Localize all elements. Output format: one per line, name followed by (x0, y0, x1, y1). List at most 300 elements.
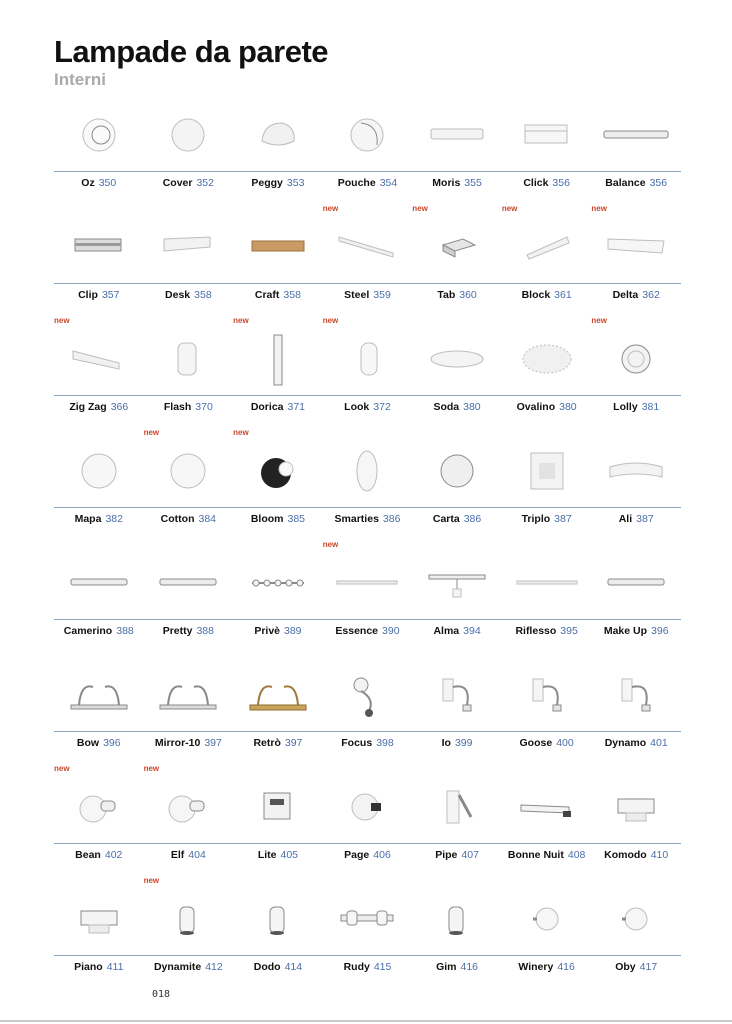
product-caption (144, 513, 234, 525)
product-item (144, 210, 234, 322)
product-item (591, 770, 681, 882)
globe-spot-lamp-icon (502, 888, 592, 950)
page-number: 018 (152, 989, 171, 1000)
product-caption (323, 177, 413, 189)
clip-lamp-icon (54, 216, 144, 278)
product-caption (591, 513, 681, 525)
product-name: Camerino (63, 625, 113, 637)
product-caption (54, 625, 144, 637)
product-name: Bow (76, 737, 100, 749)
product-caption (233, 177, 323, 189)
product-page-ref[interactable]: 356 (649, 177, 668, 189)
product-divider (233, 955, 323, 956)
product-divider (144, 507, 234, 508)
round-layered-lamp-icon (323, 104, 413, 166)
product-item (502, 322, 592, 434)
product-caption (412, 737, 502, 749)
product-item (412, 658, 502, 770)
product-page-ref[interactable]: 401 (650, 737, 668, 749)
product-grid (54, 98, 681, 994)
product-page-ref[interactable]: 394 (463, 625, 481, 637)
product-caption (502, 849, 592, 861)
new-badge: new (322, 540, 339, 549)
product-item (412, 434, 502, 546)
product-name: Dodo (253, 961, 281, 973)
product-divider (233, 171, 323, 172)
product-name: Dynamo (604, 737, 647, 749)
product-divider (233, 843, 323, 844)
product-page-ref[interactable]: 407 (461, 849, 479, 861)
product-item (144, 98, 234, 210)
product-divider (144, 843, 234, 844)
oval-glass-lamp-icon (502, 328, 592, 390)
ellipse-lamp-icon (323, 440, 413, 502)
product-item (54, 764, 144, 882)
product-name: Cotton (160, 513, 195, 525)
product-name: Essence (335, 625, 379, 637)
product-item (143, 764, 234, 882)
product-page-ref[interactable]: 358 (194, 289, 212, 301)
product-divider (233, 507, 323, 508)
globe-spot-lamp-icon (591, 888, 681, 950)
product-name: Craft (254, 289, 280, 301)
product-caption (412, 961, 502, 973)
round-plate-lamp-icon (323, 776, 413, 838)
picture-lamp-icon (412, 552, 502, 614)
product-caption (502, 625, 592, 637)
product-divider (502, 171, 592, 172)
product-caption (502, 289, 592, 301)
product-page-ref[interactable]: 389 (284, 625, 302, 637)
product-divider (412, 731, 502, 732)
product-divider (233, 283, 323, 284)
product-divider (233, 395, 323, 396)
product-page-ref[interactable]: 386 (463, 513, 482, 525)
product-caption (144, 401, 234, 413)
product-item (412, 546, 502, 658)
product-caption (54, 961, 144, 973)
product-divider (502, 955, 592, 956)
product-name: Pretty (162, 625, 193, 637)
product-name: Mirror-10 (154, 737, 201, 749)
product-page-ref[interactable]: 410 (650, 849, 669, 861)
product-caption (54, 737, 144, 749)
product-divider (502, 507, 592, 508)
product-divider (502, 395, 592, 396)
product-item (54, 434, 144, 546)
product-divider (323, 395, 413, 396)
product-item (143, 428, 234, 546)
product-page-ref[interactable]: 396 (651, 625, 669, 637)
product-caption (323, 625, 413, 637)
product-divider (323, 843, 413, 844)
product-page-ref[interactable]: 372 (373, 401, 391, 413)
product-page-ref[interactable]: 352 (196, 177, 214, 189)
new-badge: new (591, 204, 607, 213)
black-spot-lamp-icon (233, 440, 323, 502)
product-divider (323, 171, 413, 172)
product-page-ref[interactable]: 386 (382, 513, 401, 525)
product-divider (412, 955, 502, 956)
product-name: Tab (437, 289, 456, 301)
product-name: Page (344, 849, 370, 861)
product-divider (323, 731, 413, 732)
product-divider (54, 731, 144, 732)
product-divider (591, 395, 681, 396)
product-name: Cover (162, 177, 193, 189)
product-divider (591, 843, 681, 844)
shelf-lamp-icon (502, 776, 592, 838)
product-caption (323, 961, 413, 973)
product-caption (591, 289, 681, 301)
product-page-ref[interactable]: 404 (188, 849, 206, 861)
product-divider (412, 171, 502, 172)
product-caption (591, 737, 681, 749)
product-caption (412, 289, 502, 301)
flex-arm-lamp-icon (323, 664, 413, 726)
spot-disc-lamp-icon (54, 776, 144, 838)
product-page-ref[interactable]: 357 (101, 289, 120, 301)
product-item (502, 658, 592, 770)
product-item (502, 434, 592, 546)
wing-lamp-icon (591, 440, 681, 502)
product-name: Bean (75, 849, 101, 861)
product-page-ref[interactable]: 356 (552, 177, 570, 189)
product-name: Ali (618, 513, 633, 525)
product-item (54, 316, 144, 434)
product-caption (54, 289, 144, 301)
product-page-ref[interactable]: 388 (196, 625, 214, 637)
product-item (591, 434, 681, 546)
product-name: Pouche (337, 177, 376, 189)
product-name: Moris (432, 177, 461, 189)
product-item (233, 98, 323, 210)
product-divider (54, 395, 144, 396)
product-name: Komodo (604, 849, 647, 861)
product-item (591, 316, 681, 434)
product-caption (54, 177, 144, 189)
product-name: Block (521, 289, 551, 301)
product-divider (323, 507, 413, 508)
product-name: Winery (518, 961, 554, 973)
product-page-ref[interactable]: 370 (195, 401, 213, 413)
shelf-box-lamp-icon (54, 888, 144, 950)
product-divider (502, 843, 592, 844)
product-item (323, 770, 413, 882)
new-badge: new (54, 316, 70, 325)
product-divider (233, 619, 323, 620)
product-item (322, 540, 413, 658)
product-item (412, 770, 502, 882)
product-item (54, 210, 144, 322)
product-page-ref[interactable]: 387 (554, 513, 572, 525)
product-divider (323, 619, 413, 620)
product-divider (412, 619, 502, 620)
tube-lamp-icon (412, 776, 502, 838)
product-divider (591, 171, 681, 172)
product-page-ref[interactable]: 398 (376, 737, 394, 749)
product-caption (412, 513, 502, 525)
product-caption (323, 849, 413, 861)
product-name: Retrò (253, 737, 281, 749)
product-name: Piano (74, 961, 103, 973)
new-badge: new (233, 316, 249, 325)
product-item (502, 98, 592, 210)
product-page-ref[interactable]: 362 (642, 289, 660, 301)
product-caption (591, 401, 681, 413)
product-page-ref[interactable]: 416 (460, 961, 479, 973)
product-name: Lite (257, 849, 277, 861)
product-page-ref[interactable]: 361 (554, 289, 572, 301)
product-item (233, 546, 323, 658)
sphere-lamp-icon (412, 440, 502, 502)
product-page-ref[interactable]: 380 (463, 401, 481, 413)
round-disc-lamp-icon (144, 104, 234, 166)
product-page-ref[interactable]: 371 (287, 401, 306, 413)
product-divider (323, 283, 413, 284)
product-name: Mapa (74, 513, 102, 525)
product-name: Dorica (250, 401, 284, 413)
new-badge: new (591, 316, 607, 325)
product-page-ref[interactable]: 350 (98, 177, 117, 189)
product-name: Privè (254, 625, 280, 637)
product-name: Ovalino (516, 401, 556, 413)
product-page-ref[interactable]: 397 (204, 737, 222, 749)
product-item (502, 546, 592, 658)
product-page-ref[interactable]: 415 (373, 961, 392, 973)
bulb-row-lamp-icon (233, 552, 323, 614)
product-page-ref[interactable]: 358 (283, 289, 301, 301)
product-page-ref[interactable]: 359 (373, 289, 391, 301)
product-item (591, 546, 681, 658)
product-divider (591, 283, 681, 284)
product-page-ref[interactable]: 411 (106, 961, 124, 973)
product-name: Desk (165, 289, 191, 301)
product-page-ref[interactable]: 385 (287, 513, 306, 525)
product-caption (502, 961, 592, 973)
product-item (233, 210, 323, 322)
product-page-ref[interactable]: 382 (105, 513, 123, 525)
new-badge: new (143, 876, 160, 885)
product-caption (144, 961, 234, 973)
product-page-ref[interactable]: 405 (280, 849, 299, 861)
product-item (144, 658, 234, 770)
product-caption (591, 177, 681, 189)
product-item (502, 882, 592, 994)
cube-lamp-icon (412, 216, 502, 278)
product-page-ref[interactable]: 390 (382, 625, 400, 637)
round-glass-lamp-icon (591, 328, 681, 390)
product-name: Clip (78, 289, 98, 301)
product-name: Pipe (435, 849, 458, 861)
product-caption (144, 289, 234, 301)
product-name: Elf (170, 849, 185, 861)
product-caption (233, 625, 323, 637)
product-caption (412, 177, 502, 189)
product-page-ref[interactable]: 417 (639, 961, 658, 973)
product-item (143, 876, 234, 994)
spot-cylinder-lamp-icon (233, 888, 323, 950)
product-caption (502, 177, 592, 189)
product-name: Peggy (251, 177, 283, 189)
product-name: Carta (432, 513, 460, 525)
product-item (502, 770, 592, 882)
product-page-ref[interactable]: 408 (567, 849, 586, 861)
product-caption (412, 625, 502, 637)
product-item (233, 882, 323, 994)
product-page-ref[interactable]: 360 (459, 289, 477, 301)
mirror-bar-lamp-icon (54, 552, 144, 614)
product-caption (233, 289, 323, 301)
product-divider (591, 731, 681, 732)
bottom-divider (0, 1020, 732, 1022)
product-name: Rudy (343, 961, 370, 973)
cylinder-lamp-icon (323, 328, 413, 390)
product-item (322, 204, 413, 322)
product-name: Gim (436, 961, 457, 973)
product-page-ref[interactable]: 384 (198, 513, 217, 525)
product-name: Io (441, 737, 451, 749)
product-caption (54, 849, 144, 861)
zigzag-lamp-icon (54, 328, 144, 390)
new-badge: new (143, 428, 160, 437)
product-caption (412, 401, 502, 413)
product-item (322, 316, 413, 434)
product-page-ref[interactable]: 387 (636, 513, 654, 525)
double-arm-picture-lamp-icon (54, 664, 144, 726)
product-page-ref[interactable]: 400 (556, 737, 574, 749)
product-name: Click (523, 177, 549, 189)
product-divider (144, 731, 234, 732)
new-badge: new (143, 764, 160, 773)
new-badge: new (322, 316, 339, 325)
product-item (323, 98, 413, 210)
spot-cylinder-lamp-icon (144, 888, 234, 950)
new-badge: new (412, 204, 428, 213)
product-item (323, 882, 413, 994)
product-divider (54, 283, 144, 284)
page-title: Lampade da parete (54, 34, 329, 69)
product-name: Balance (605, 177, 646, 189)
product-name: Alma (433, 625, 460, 637)
pebble-lamp-icon (233, 104, 323, 166)
gooseneck-lamp-icon (412, 664, 502, 726)
product-page-ref[interactable]: 406 (373, 849, 391, 861)
flat-panel-lamp-icon (502, 216, 592, 278)
shelf-box-lamp-icon (591, 776, 681, 838)
product-name: Focus (341, 737, 373, 749)
oval-flat-lamp-icon (412, 328, 502, 390)
product-caption (233, 401, 323, 413)
product-caption (591, 849, 681, 861)
product-page-ref[interactable]: 353 (286, 177, 305, 189)
gooseneck-lamp-icon (591, 664, 681, 726)
product-item (323, 434, 413, 546)
product-divider (591, 955, 681, 956)
product-name: Bloom (250, 513, 284, 525)
product-caption (233, 513, 323, 525)
product-item (233, 770, 323, 882)
product-divider (144, 955, 234, 956)
product-page-ref[interactable]: 402 (104, 849, 123, 861)
product-page-ref[interactable]: 396 (103, 737, 121, 749)
product-divider (54, 955, 144, 956)
wide-panel-lamp-icon (591, 216, 681, 278)
product-divider (54, 843, 144, 844)
product-item (54, 546, 144, 658)
product-name: Steel (344, 289, 370, 301)
product-item (233, 316, 323, 434)
product-name: Flash (163, 401, 192, 413)
double-spot-lamp-icon (323, 888, 413, 950)
product-caption (323, 513, 413, 525)
spot-cylinder-lamp-icon (412, 888, 502, 950)
new-badge: new (54, 764, 70, 773)
product-page-ref[interactable]: 380 (559, 401, 577, 413)
product-divider (412, 395, 502, 396)
product-name: Oby (615, 961, 636, 973)
product-caption (323, 289, 413, 301)
product-name: Make Up (603, 625, 648, 637)
product-item (233, 428, 323, 546)
globe-lamp-icon (54, 440, 144, 502)
globe-lamp-icon (144, 440, 234, 502)
product-name: Delta (612, 289, 639, 301)
product-caption (502, 513, 592, 525)
product-item (412, 322, 502, 434)
product-name: Bonne Nuit (507, 849, 564, 861)
product-divider (502, 619, 592, 620)
product-item (54, 882, 144, 994)
product-page-ref[interactable]: 381 (641, 401, 660, 413)
product-name: Dynamite (153, 961, 202, 973)
product-name: Lolly (613, 401, 638, 413)
product-page-ref[interactable]: 388 (116, 625, 134, 637)
product-divider (502, 283, 592, 284)
product-name: Riflesso (515, 625, 557, 637)
product-caption (233, 737, 323, 749)
square-glass-lamp-icon (502, 440, 592, 502)
product-page-ref[interactable]: 395 (560, 625, 578, 637)
product-item (233, 658, 323, 770)
half-cylinder-lamp-icon (144, 328, 234, 390)
product-item (591, 98, 681, 210)
product-page-ref[interactable]: 354 (379, 177, 398, 189)
product-name: Oz (81, 177, 95, 189)
bar-lamp-icon (412, 104, 502, 166)
product-page-ref[interactable]: 416 (557, 961, 575, 973)
product-page-ref[interactable]: 412 (205, 961, 223, 973)
diagonal-bar-lamp-icon (323, 216, 413, 278)
product-item (323, 658, 413, 770)
page-subtitle: Interni (54, 70, 106, 89)
product-page-ref[interactable]: 397 (284, 737, 303, 749)
product-name: Soda (433, 401, 460, 413)
product-page-ref[interactable]: 414 (284, 961, 303, 973)
product-page-ref[interactable]: 355 (464, 177, 482, 189)
product-item (591, 658, 681, 770)
product-divider (144, 395, 234, 396)
product-page-ref[interactable]: 399 (454, 737, 473, 749)
square-plate-lamp-icon (233, 776, 323, 838)
new-badge: new (322, 204, 339, 213)
product-item (591, 882, 681, 994)
product-caption (233, 961, 323, 973)
gooseneck-lamp-icon (502, 664, 592, 726)
product-divider (54, 619, 144, 620)
product-page-ref[interactable]: 366 (110, 401, 129, 413)
product-caption (144, 849, 234, 861)
